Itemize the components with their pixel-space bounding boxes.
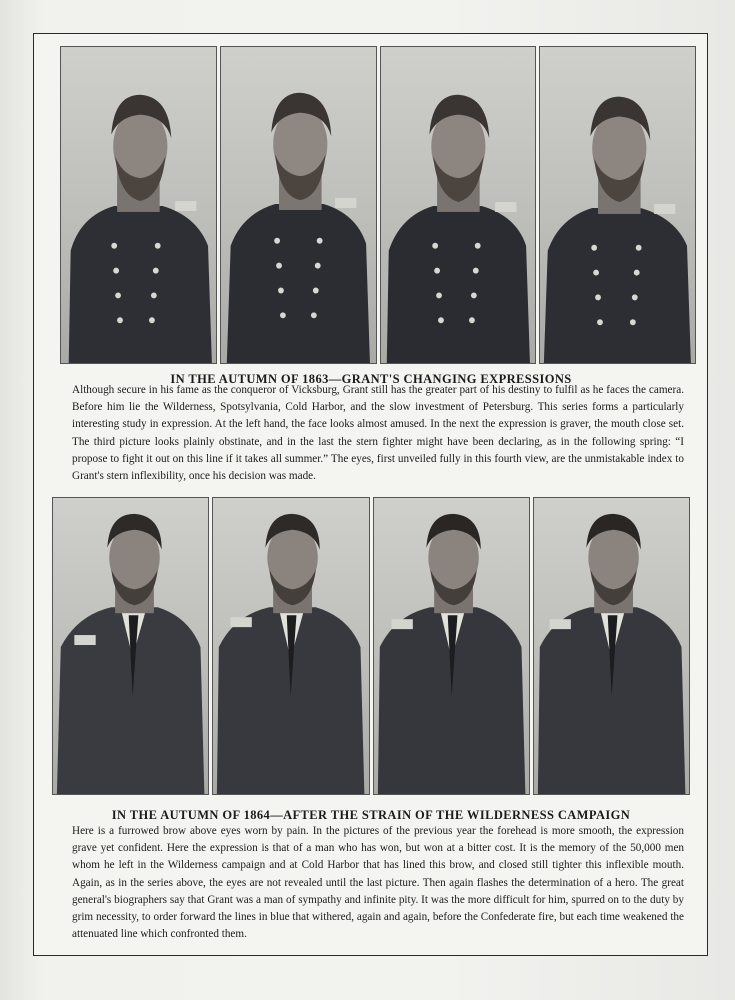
section-1864-body: Here is a furrowed brow above eyes worn by pain. In the pictures of the previous year the forehead is more smooth, the expression grave yet confident. Here the expression is that of a man who has won, but won at a bitter cost. It is the memory of the 50,000 men whom he left in the Wilderness campaign and at Cold Harbor that has lined this brow, and closed still tighter this inflexible mouth. Again, as in the series above, the eyes are not revealed until the last picture. Then again flashes the determination of a hero. The great general's biographers say that Grant was a man of sympathy and infinite pity. It was the more difficult for him, spurred on to the duty by grim necessity, to order forward the lines in blue that withered, again and again, before the Confederate fire, but each time weakened the attenuated line which confronted them.	[72, 825, 684, 941]
photo-row-1864	[52, 497, 690, 795]
portrait-1864-1	[52, 497, 209, 795]
portrait-1864-2	[212, 497, 369, 795]
section-1863-body: Although secure in his fame as the conqueror of Vicksburg, Grant still has the greater part of his destiny to fulfil as he faces the camera. Before him lie the Wilderness, Spotsylvania, Cold Harbor, and the slow investment of Petersburg. This series forms a particularly interesting study in expression. At the left hand, the face looks almost amused. In the next the expression is graver, the mouth close set. The third picture looks plainly obstinate, and in the last the stern fighter might have been declaring, as in the following spring: “I propose to fight it out on this line if it takes all summer.” The eyes, first unveiled fully in this fourth view, are the unmistakable index to Grant's stern inflexibility, once his decision was made.	[72, 384, 684, 483]
portrait-1863-2	[220, 46, 377, 364]
portrait-1864-4	[533, 497, 690, 795]
portrait-1863-4	[539, 46, 696, 364]
section-1864-title: IN THE AUTUMN OF 1864—AFTER THE STRAIN OF THE WILDERNESS CAMPAIGN	[111, 808, 631, 822]
portrait-1863-3	[380, 46, 537, 364]
portrait-1864-3	[373, 497, 530, 795]
photo-row-1863	[60, 46, 696, 364]
section-1863-title: IN THE AUTUMN OF 1863—GRANT'S CHANGING EXPRESSIONS	[170, 372, 572, 386]
portrait-1863-1	[60, 46, 217, 364]
